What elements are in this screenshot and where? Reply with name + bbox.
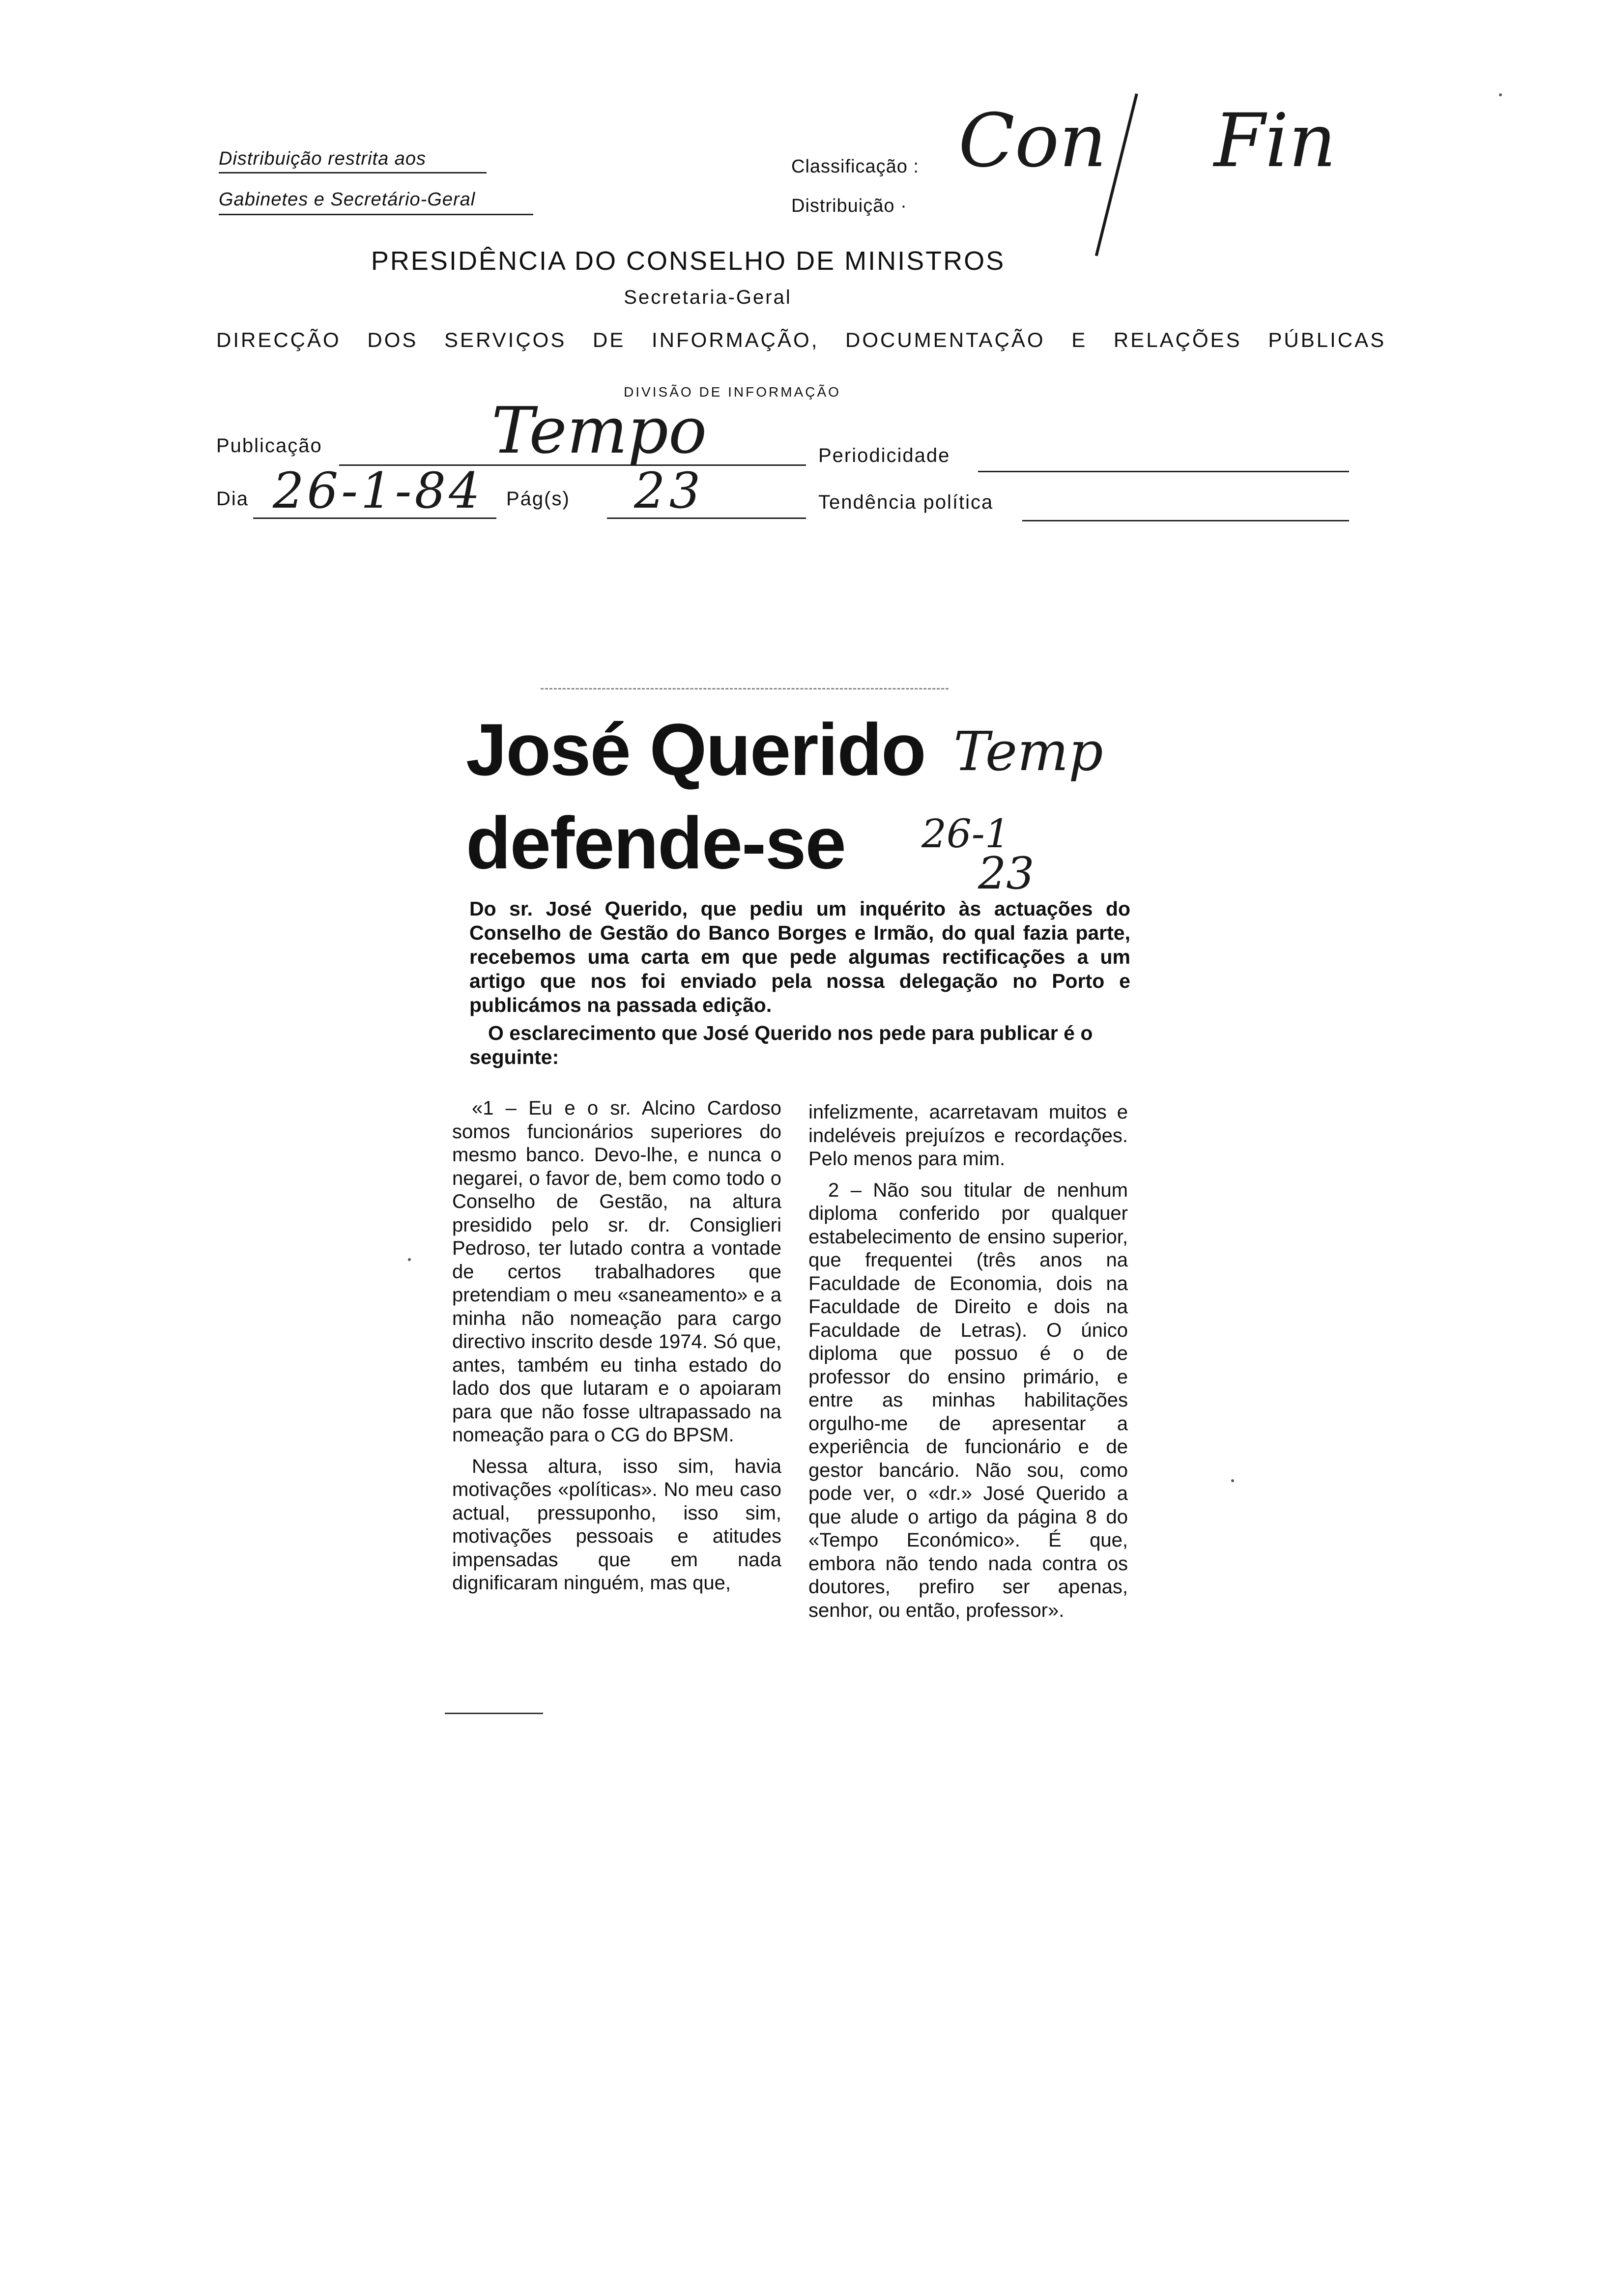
distribution-label: Distribuição ·	[791, 196, 907, 216]
political-tendency-field-line	[1022, 520, 1349, 521]
day-label: Dia	[216, 488, 249, 510]
paragraph: 2 – Não sou titular de nenhum diploma conferido por qualquer estabelecimento de ensino superior, que frequentei (três anos na Faculdade de Economia, dois na Faculdade de Direito e dois na Faculdade de Letras). O único diploma que possuo é o de professor do ensino primário, e entre as minhas habilitações orgulho-me de apresentar a experiência de funcionário e de gestor bancário. Não sou, como pode ver, o «dr.» José Querido a que alude o artigo da página 8 do «Tempo Económico». É que, embora não tendo nada contra os doutores, prefiro ser apenas, senhor, ou então, professor».	[808, 1179, 1128, 1621]
article-column-1	[452, 1097, 781, 1595]
office-subtitle: Secretaria-Geral	[624, 287, 792, 308]
article-column-2	[808, 1101, 1128, 1622]
headline-line1: José Querido	[466, 708, 925, 791]
directorate-title: DIRECÇÃO DOS SERVIÇOS DE INFORMAÇÃO, DOCUMENTAÇÃO E RELAÇÕES PÚBLICAS	[216, 328, 1386, 351]
office-title: PRESIDÊNCIA DO CONSELHO DE MINISTROS	[371, 246, 1006, 276]
handwritten-publication-note: Temp	[953, 720, 1103, 783]
paragraph: Nessa altura, isso sim, havia motivações «políticas». No meu caso actual, pressuponho, isso sim, motivações pessoais e atitudes impensadas que em nada dignificaram ninguém, mas que,	[452, 1455, 781, 1594]
publication-value: Tempo	[491, 393, 707, 468]
underline	[219, 214, 533, 215]
pages-value: 23	[634, 462, 705, 519]
pages-label: Pág(s)	[506, 488, 570, 510]
handwritten-page-note: 23	[978, 848, 1035, 899]
political-tendency-label: Tendência política	[818, 491, 994, 513]
handwritten-date-note: 26-1	[921, 811, 1010, 857]
handwritten-classification-2: Fin	[1214, 98, 1336, 184]
clipping-top-edge	[541, 688, 949, 689]
day-value: 26-1-84	[273, 462, 483, 519]
handwritten-classification: Con	[958, 98, 1107, 184]
article-lead-intro: O esclarecimento que José Querido nos pede para publicar é o seguinte:	[469, 1022, 1093, 1068]
scan-speck	[1499, 93, 1502, 96]
underline	[219, 172, 487, 173]
distribution-restriction-line1: Distribuição restrita aos	[219, 148, 427, 169]
article-end-rule	[445, 1713, 543, 1714]
headline-line2: defende-se	[466, 802, 845, 884]
division-title: DIVISÃO DE INFORMAÇÃO	[624, 384, 841, 400]
periodicity-label: Periodicidade	[818, 445, 950, 466]
periodicity-field-line	[978, 471, 1349, 472]
classification-label: Classificação :	[791, 156, 919, 177]
paragraph: infelizmente, acarretavam muitos e indeléveis prejuízos e recordações. Pelo menos para mim.	[808, 1101, 1128, 1170]
publication-label: Publicação	[216, 435, 322, 457]
article-lead: Do sr. José Querido, que pediu um inquérito às actuações do Conselho de Gestão do Banco Borges e Irmão, do qual fazia parte, recebemos uma carta em que pede algumas rectificações a um artigo que nos foi enviado pela nossa delegação no Porto e publicámos na passada edição.	[469, 897, 1130, 1016]
distribution-restriction-line2: Gabinetes e Secretário-Geral	[219, 189, 476, 210]
scan-speck	[408, 1258, 411, 1261]
scan-speck	[1231, 1479, 1234, 1482]
paragraph: «1 – Eu e o sr. Alcino Cardoso somos funcionários superiores do mesmo banco. Devo-lhe, e nunca o negarei, o favor de, bem como todo o Conselho de Gestão, na altura presidido pelo sr. dr. Consiglieri Pedroso, ter lutado contra a vontade de certos trabalhadores que pretendiam o meu «saneamento» e a minha não nomeação para cargo directivo inscrito desde 1974. Só que, antes, também eu tinha estado do lado dos que lutaram e o apoiaram para que não fosse ultrapassado na nomeação para o CG do BPSM.	[452, 1097, 781, 1446]
